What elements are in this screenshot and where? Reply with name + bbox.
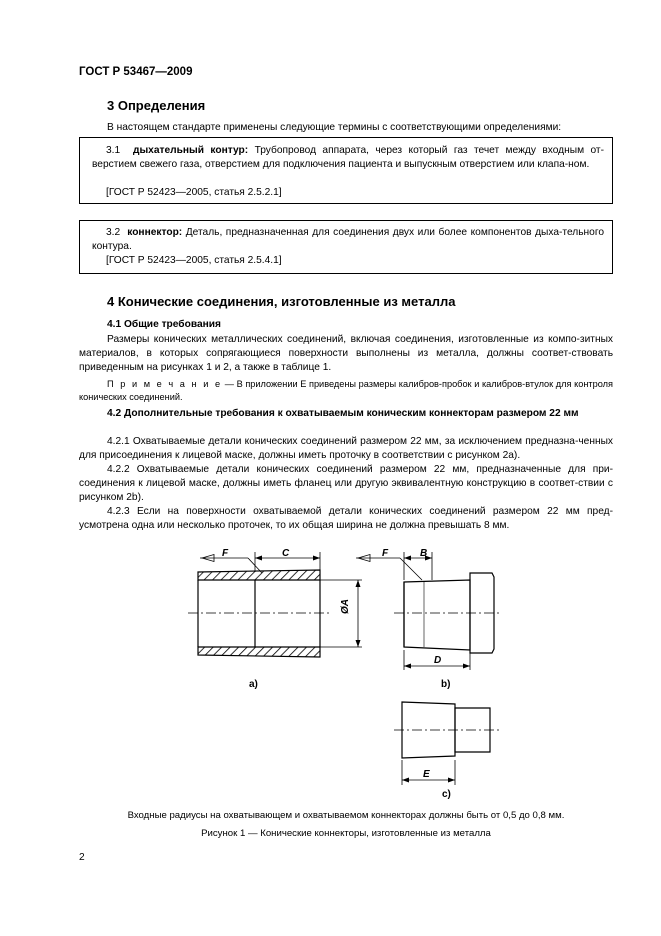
subfigure-label-b: b) (441, 679, 451, 690)
figure-c-male-connector (394, 702, 500, 785)
definition-2-reference: [ГОСТ Р 52423—2005, статья 2.5.4.1] (106, 255, 282, 266)
definition-1-reference: [ГОСТ Р 52423—2005, статья 2.5.2.1] (106, 187, 282, 198)
figure-a-female-connector (188, 552, 330, 657)
radius-note: Входные радиусы на охватывающем и охватываемом коннекторах должны быть от 0,5 до 0,8 мм. (127, 810, 565, 821)
definition-box-2 (79, 220, 613, 274)
subfigure-label-a: a) (249, 679, 258, 690)
note-text: — В приложении Е приведены размеры калибров-пробок и калибров-втулок для контроля конических соединений. (79, 379, 613, 402)
subsection-4-1-title: 4.1 Общие требования (107, 319, 221, 330)
female-wall-top (198, 570, 320, 580)
page-number: 2 (79, 852, 85, 863)
definition-1-term: дыхательный контур: (133, 145, 249, 156)
definition-2-term: коннектор: (127, 227, 183, 238)
label-f-b: F (382, 548, 389, 559)
section-3-intro: В настоящем стандарте применены следующие термины с соответствующими определениями: (107, 122, 562, 133)
subfigure-label-c: c) (442, 789, 451, 800)
figure-b-male-connector (356, 552, 502, 670)
label-f-a: F (222, 548, 229, 559)
definition-2-text-block (92, 226, 604, 254)
note-label: П р и м е ч а н и е (107, 379, 223, 389)
c-cone-body (402, 702, 455, 758)
label-diameter-a: ØA (340, 599, 351, 614)
note-block (79, 378, 613, 404)
section-3-title: 3 Определения (107, 98, 206, 113)
male-cone-body (404, 580, 470, 650)
definition-2-number: 3.2 (106, 227, 121, 238)
connector-drawing (150, 540, 510, 805)
definition-1-number: 3.1 (106, 145, 121, 156)
definition-box-1 (79, 137, 613, 204)
subsection-4-2-title: 4.2 Дополнительные требования к охватываемым коническим коннекторам размером 22 мм (107, 408, 579, 419)
paragraph-4-2-3: 4.2.3 Если на поверхности охватываемой детали конических соединений размером 22 мм пред-усмотрена одна или несколько проточек, то их общая ширина не должна превышать 8 мм. (79, 506, 613, 531)
figure-caption: Рисунок 1 — Конические коннекторы, изготовленные из металла (201, 828, 491, 839)
paragraph-4-2-2: 4.2.2 Охватываемые детали конических соединений размером 22 мм, предназначенные для при-соединения к лицевой маске, должны иметь фланец или другую эквивалентную конструкцию в соответ-ствии с рисунком 2b). (79, 464, 613, 503)
definition-2-text: Деталь, предназначенная для соединения двух или более компонентов дыха-тельного контура. (92, 227, 604, 252)
label-d: D (434, 655, 442, 666)
label-e: E (423, 769, 430, 780)
document-standard-header: ГОСТ Р 53467—2009 (79, 66, 193, 78)
section-4-title: 4 Конические соединения, изготовленные из металла (107, 294, 456, 309)
female-wall-bottom (198, 647, 320, 657)
definition-1-text: Трубопровод аппарата, через который газ течет между входным от-верстием свежего газа, отверстием для подключения пациента и выпускным отверстием или клапа-ном. (92, 145, 604, 170)
paragraph-4-2-1: 4.2.1 Охватываемые детали конических соединений размером 22 мм, за исключением предназна-ченных для присоединения к лицевой маске, должны иметь проточку в соответствии с рисунком 2а). (79, 436, 613, 461)
definition-1-text-block (92, 144, 604, 172)
subsection-4-1-text: Размеры конических металлических соединений, включая соединения, изготовленные из компо-зитных материалов, в которых сопрягающиеся поверхности выполнены из металла, должны соответ-ствовать приведенным на рисунках 1 и 2, а также в таблице 1. (79, 334, 613, 373)
label-c: C (282, 548, 290, 559)
label-b: B (420, 548, 428, 559)
